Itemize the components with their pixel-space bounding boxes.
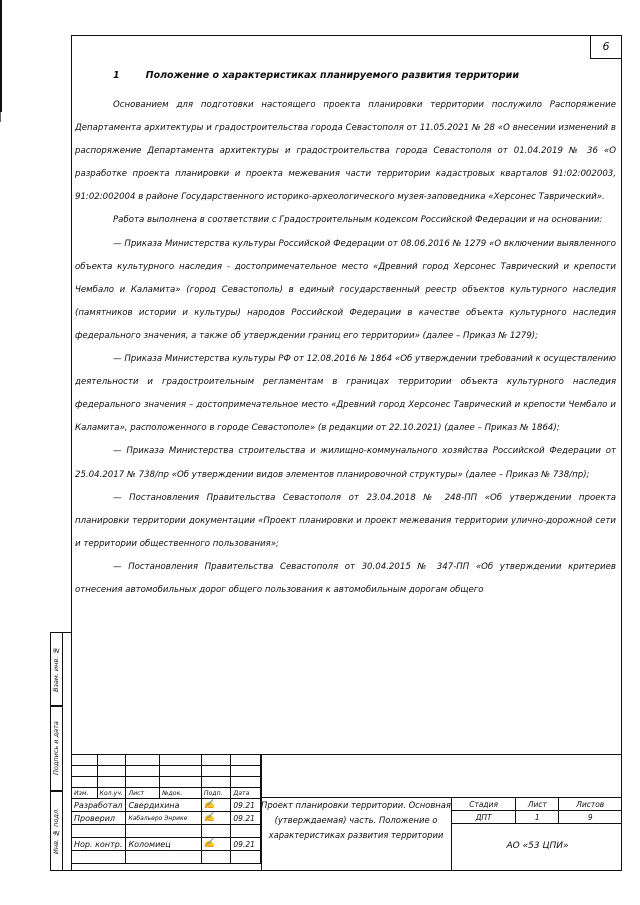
side-label-replace-inv: Взам. инв. №	[52, 646, 60, 692]
date-norm-control: 09.21	[231, 838, 261, 851]
role-norm-control: Нор. контр.	[72, 838, 126, 851]
list-item: — Приказа Министерства строительства и жилищно-коммунального хозяйства Российской Федерации от 25.04.2017 № 738/пр «Об утверждении видов элементов планировочной структуры» (далее – Приказ № 738/пр);	[75, 446, 616, 480]
header-doc: №док.	[160, 788, 202, 799]
paragraph: Основанием для подготовки настоящего проекта планировки территории послужило Распоряжение Департамента архитектуры и градостроительства города Севастополя от 11.05.2021 № 28 «О внесении изменений в распоряжение Департамента архитектуры и градостроительства города Севастополя от 01.04.2019 № 36 «О разработке проекта планировки и проекта межевания части территории кадастровых кварталов 91:02:002003, 91:02:002004 в районе Государственного историко-археологического музея-заповедника «Херсонес Таврический».	[75, 100, 616, 203]
organization: АО «53 ЦПИ»	[451, 821, 623, 871]
header-date: Дата	[231, 788, 261, 799]
scan-edge-mark	[0, 0, 2, 112]
header-count: Кол.уч.	[97, 788, 126, 799]
role-developer: Разработал	[72, 799, 126, 812]
header-change: Изм.	[72, 788, 98, 799]
sheets-value: 9	[559, 811, 622, 824]
role-checker: Проверил	[72, 812, 126, 825]
stage-value: ДПТ	[452, 811, 516, 824]
date-developer: 09.21	[231, 799, 261, 812]
sheet-value: 1	[516, 811, 559, 824]
sheet-label: Лист	[516, 798, 559, 811]
signature-developer: ✍	[201, 799, 231, 812]
header-signature: Подп.	[201, 788, 231, 799]
date-checker: 09.21	[231, 812, 261, 825]
signature-norm-control: ✍	[201, 838, 231, 851]
side-label-signature-date: Подпись и дата	[52, 721, 60, 776]
name-checker: Кабальеро Энрике	[126, 812, 201, 825]
page-number: 6	[590, 36, 621, 59]
list-item: — Постановления Правительства Севастополя от 30.04.2015 № 347-ПП «Об утверждении критериев отнесения автомобильных дорог общего пользования к автомобильным дорогам общего	[75, 561, 616, 595]
section-heading	[113, 70, 519, 81]
list-item: — Постановления Правительства Севастополя от 23.04.2018 № 248-ПП «Об утверждении проекта планировки территории документации «Проект планировки и проект межевания территории улично-дорожной сети и территории общественного пользования»;	[75, 492, 616, 549]
name-norm-control: Коломиец	[126, 838, 201, 851]
section-number: 1	[113, 70, 120, 81]
signature-checker: ✍	[201, 812, 231, 825]
side-label-original-inv: Инв. № подл.	[52, 807, 60, 855]
stage-label: Стадия	[452, 798, 516, 811]
revision-table	[71, 754, 261, 864]
scan-edge-mark	[0, 112, 1, 122]
stage-table	[451, 797, 622, 824]
name-developer: Свердихина	[126, 799, 201, 812]
document-title: Проект планировки территории. Основная (утверждаемая) часть. Положение о характеристиках развития территории	[261, 800, 451, 840]
sheets-label: Листов	[559, 798, 622, 811]
list-item: — Приказа Министерства культуры Российской Федерации от 08.06.2016 № 1279 «О включении выявленного объекта культурного наследия - достопримечательное место «Древний город Херсонес Таврический и крепости Чембало и Каламита» (город Севастополь) в единый государственный реестр объектов культурного наследия (памятников истории и культуры) народов Российской Федерации в качестве объекта культурного наследия федерального значения, а также об утверждении границ его территории» (далее – Приказ № 1279);	[75, 238, 616, 341]
section-title: Положение о характеристиках планируемого развития территории	[145, 70, 519, 81]
header-sheet: Лист	[126, 788, 160, 799]
paragraph: Работа выполнена в соответствии с Градостроительным кодексом Российской Федерации и на основании:	[113, 215, 603, 226]
body-text	[75, 94, 616, 602]
title-block	[71, 754, 622, 871]
list-item: — Приказа Министерства культуры РФ от 12.08.2016 № 1864 «Об утверждении требований к осуществлению деятельности и градостроительным регламентам в границах территории объекта культурного наследия федерального значения – достопримечательное место «Древний город Херсонес Таврический и крепости Чембало и Каламита», расположенного в городе Севастополе» (в редакции от 22.10.2021) (далее – Приказ № 1864);	[75, 354, 616, 434]
